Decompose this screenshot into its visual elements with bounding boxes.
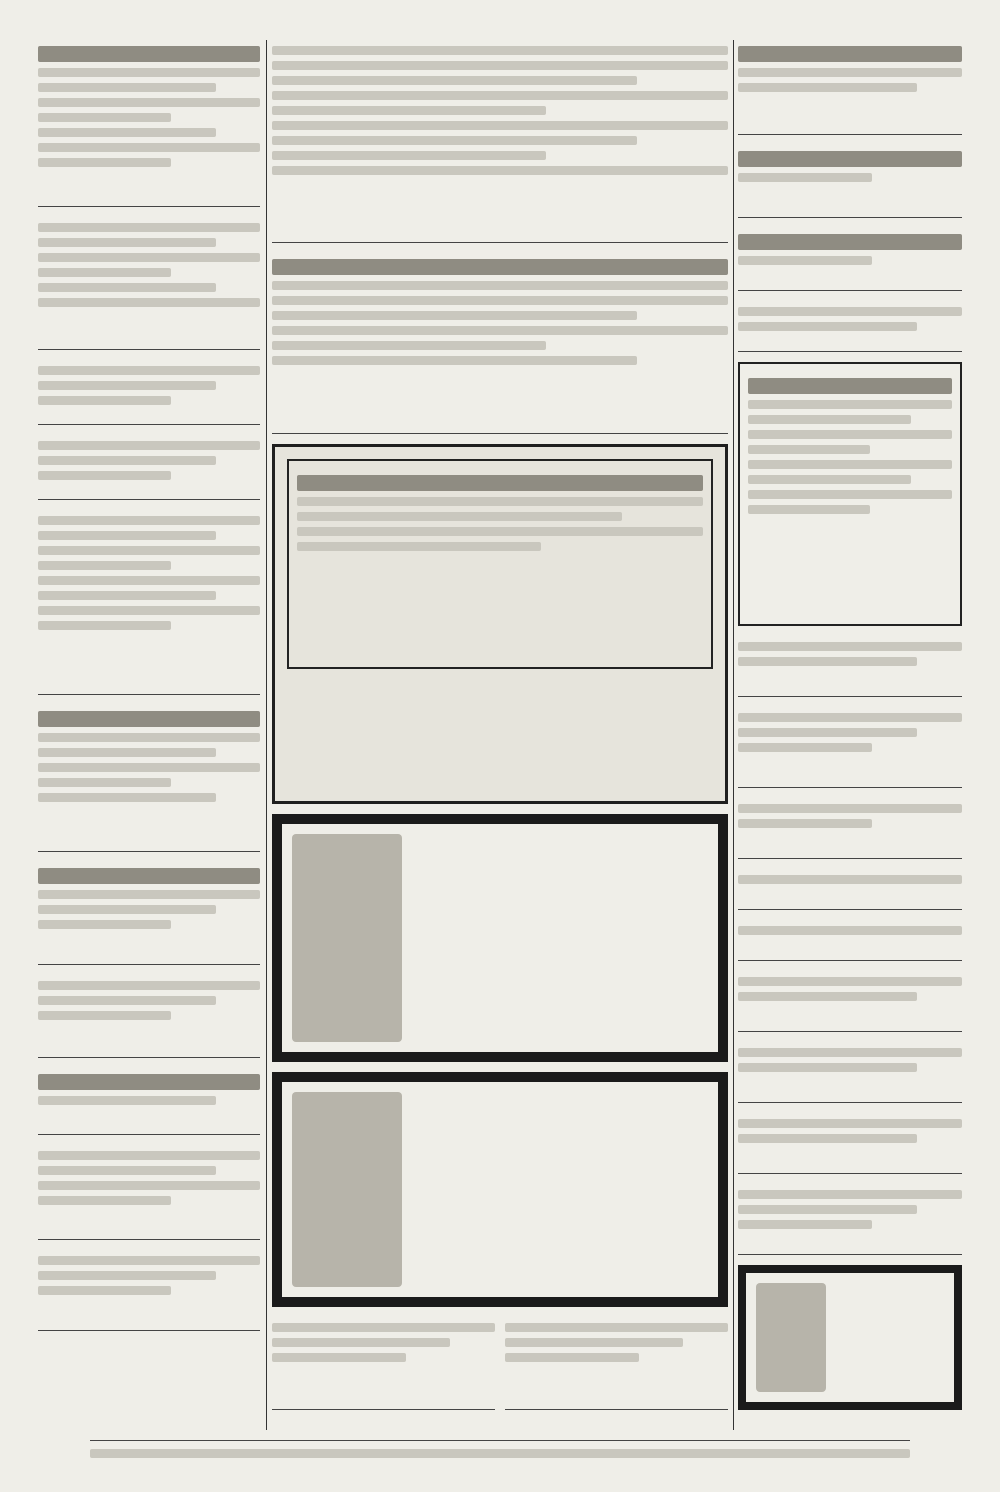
notice: [738, 707, 962, 788]
notice-text: [414, 834, 708, 1042]
text-line: [38, 456, 216, 465]
memorial-illustration: [292, 834, 402, 1042]
text-line: [38, 905, 216, 914]
text-line: [38, 98, 260, 107]
text-line: [38, 113, 171, 122]
text-line: [272, 311, 637, 320]
text-line: [38, 1271, 216, 1280]
column-rule: [733, 40, 734, 1430]
notice: [505, 1317, 728, 1410]
memorial-illustration: [292, 1092, 402, 1286]
text-line: [738, 728, 917, 737]
text-line: [272, 166, 728, 175]
notice: [38, 1145, 260, 1240]
text-line: [738, 875, 962, 884]
text-line: [738, 926, 962, 935]
text-line: [38, 1181, 260, 1190]
text-line: [738, 1134, 917, 1143]
text-line: [272, 61, 728, 70]
text-line: [38, 158, 171, 167]
framed-advertisement: [272, 444, 728, 804]
text-line: [738, 1063, 917, 1072]
text-line: [738, 322, 917, 331]
notice: [738, 1042, 962, 1103]
text-line: [38, 128, 216, 137]
footer-line: [90, 1449, 910, 1458]
text-line: [738, 1119, 962, 1128]
text-line: [38, 920, 171, 929]
text-line: [748, 415, 911, 424]
notice: [272, 40, 728, 243]
text-line: [272, 1338, 450, 1347]
text-line: [38, 1096, 216, 1105]
right-column: [738, 40, 962, 1410]
left-column: [38, 40, 260, 1410]
text-line: [738, 173, 872, 182]
text-line: [272, 341, 546, 350]
text-line: [272, 76, 637, 85]
text-line: [272, 151, 546, 160]
mourning-notice: [272, 814, 728, 1062]
text-line: [738, 1220, 872, 1229]
text-line: [505, 1338, 683, 1347]
text-line: [272, 46, 728, 55]
text-line: [38, 733, 260, 742]
text-line: [748, 475, 911, 484]
mourning-notice: [272, 1072, 728, 1306]
framed-notice: [738, 362, 962, 626]
text-line: [272, 1353, 406, 1362]
notice-text: [414, 1092, 708, 1286]
text-line: [38, 711, 260, 727]
text-line: [38, 1151, 260, 1160]
text-line: [272, 1323, 495, 1332]
text-line: [738, 234, 962, 250]
text-line: [38, 1074, 260, 1090]
text-line: [738, 151, 962, 167]
notice: [738, 636, 962, 697]
text-line: [738, 1205, 917, 1214]
small-notices: [272, 1317, 728, 1410]
notice: [272, 1317, 495, 1410]
text-line: [272, 259, 728, 275]
text-line: [738, 804, 962, 813]
notice: [738, 798, 962, 859]
text-line: [38, 283, 216, 292]
text-line: [738, 743, 872, 752]
text-line: [738, 657, 917, 666]
notice: [38, 40, 260, 207]
text-line: [738, 1048, 962, 1057]
text-line: [272, 281, 728, 290]
text-line: [738, 307, 962, 316]
text-line: [738, 642, 962, 651]
notice: [738, 920, 962, 961]
notice: [38, 360, 260, 425]
notice-text: [838, 1283, 944, 1392]
text-line: [748, 378, 952, 394]
text-line: [287, 683, 713, 705]
text-line: [738, 992, 917, 1001]
text-line: [272, 91, 728, 100]
text-line: [38, 46, 260, 62]
text-line: [38, 996, 216, 1005]
notice: [738, 40, 962, 135]
text-line: [38, 793, 216, 802]
notice: [738, 145, 962, 218]
text-line: [297, 542, 541, 551]
text-line: [38, 981, 260, 990]
text-line: [738, 256, 872, 265]
text-line: [38, 298, 260, 307]
text-line: [748, 490, 952, 499]
footer: [90, 1440, 910, 1458]
text-line: [748, 505, 870, 514]
notice: [38, 975, 260, 1058]
text-line: [748, 445, 870, 454]
notice: [38, 435, 260, 500]
notice: [738, 301, 962, 352]
notice: [738, 971, 962, 1032]
text-line: [748, 460, 952, 469]
notice: [38, 1068, 260, 1135]
text-line: [38, 890, 260, 899]
text-line: [38, 546, 260, 555]
text-line: [748, 400, 952, 409]
text-line: [505, 1323, 728, 1332]
notice: [738, 869, 962, 910]
text-line: [272, 296, 728, 305]
text-line: [38, 1196, 171, 1205]
text-line: [38, 83, 216, 92]
notice: [738, 1113, 962, 1174]
text-line: [38, 1166, 216, 1175]
text-line: [38, 68, 260, 77]
text-line: [38, 396, 171, 405]
text-line: [38, 561, 171, 570]
text-line: [297, 512, 622, 521]
text-line: [38, 253, 260, 262]
text-line: [272, 326, 728, 335]
text-line: [272, 136, 637, 145]
text-line: [38, 748, 216, 757]
notice: [38, 510, 260, 695]
notice: [738, 1184, 962, 1255]
text-line: [38, 516, 260, 525]
text-line: [738, 977, 962, 986]
text-line: [38, 778, 171, 787]
text-line: [38, 763, 260, 772]
text-line: [738, 68, 962, 77]
text-line: [738, 83, 917, 92]
text-line: [738, 1190, 962, 1199]
text-line: [38, 591, 216, 600]
text-line: [38, 576, 260, 585]
notice: [38, 705, 260, 852]
middle-column: [272, 40, 728, 1410]
notice: [287, 459, 713, 669]
text-line: [38, 143, 260, 152]
notice: [38, 217, 260, 350]
text-line: [738, 46, 962, 62]
notice: [738, 228, 962, 291]
column-rule: [266, 40, 267, 1430]
text-line: [505, 1353, 639, 1362]
text-line: [38, 441, 260, 450]
text-line: [38, 471, 171, 480]
text-line: [272, 106, 546, 115]
text-line: [297, 497, 703, 506]
notice: [272, 253, 728, 434]
text-line: [38, 366, 260, 375]
mourning-notice: [738, 1265, 962, 1410]
memorial-illustration: [756, 1283, 826, 1392]
text-line: [297, 475, 703, 491]
text-line: [38, 868, 260, 884]
text-line: [38, 1286, 171, 1295]
text-line: [297, 527, 703, 536]
notice: [38, 1250, 260, 1331]
text-line: [38, 606, 260, 615]
text-line: [38, 238, 216, 247]
text-line: [38, 621, 171, 630]
text-line: [38, 1256, 260, 1265]
text-line: [38, 1011, 171, 1020]
text-line: [748, 430, 952, 439]
text-line: [272, 121, 728, 130]
text-line: [38, 268, 171, 277]
text-line: [738, 713, 962, 722]
text-line: [738, 819, 872, 828]
notice: [38, 862, 260, 965]
text-line: [38, 531, 216, 540]
text-line: [272, 356, 637, 365]
text-line: [38, 381, 216, 390]
text-line: [38, 223, 260, 232]
